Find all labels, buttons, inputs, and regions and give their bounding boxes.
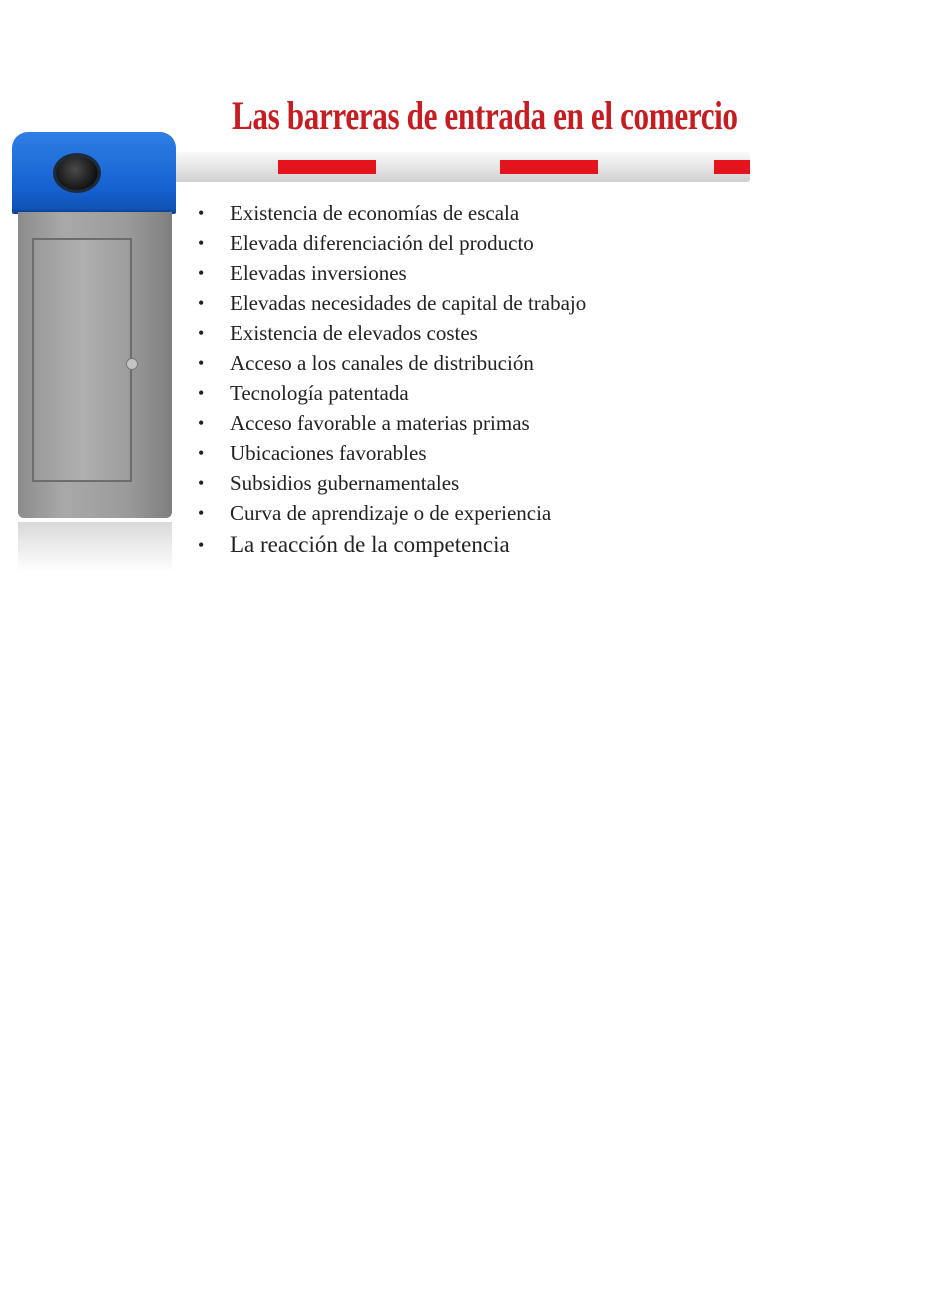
sensor-lens-icon — [56, 156, 98, 190]
list-item: • Existencia de elevados costes — [196, 318, 586, 348]
door-knob-icon — [126, 358, 138, 370]
list-item: • Existencia de economías de escala — [196, 198, 586, 228]
list-item: • Elevada diferenciación del producto — [196, 228, 586, 258]
slide — [0, 60, 800, 572]
barrier-cabinet — [18, 212, 172, 518]
list-item: • Elevadas necesidades de capital de trabajo — [196, 288, 586, 318]
list-item: • Subsidios gubernamentales — [196, 468, 586, 498]
barrier-cap — [12, 132, 176, 214]
barrier-arm — [170, 152, 750, 182]
list-item: • Curva de aprendizaje o de experiencia — [196, 498, 586, 528]
list-item: • Ubicaciones favorables — [196, 438, 586, 468]
list-item: • Tecnología patentada — [196, 378, 586, 408]
slide-title: Las barreras de entrada en el comercio — [232, 93, 738, 138]
arm-stripe — [500, 160, 598, 174]
cabinet-reflection — [18, 522, 172, 572]
list-item: • Acceso favorable a materias primas — [196, 408, 586, 438]
cabinet-door — [32, 238, 132, 482]
list-item: • La reacción de la competencia — [196, 528, 586, 562]
arm-stripe — [714, 160, 750, 174]
list-item: • Elevadas inversiones — [196, 258, 586, 288]
list-item: • Acceso a los canales de distribución — [196, 348, 586, 378]
arm-stripe — [278, 160, 376, 174]
barrier-list — [196, 198, 586, 562]
